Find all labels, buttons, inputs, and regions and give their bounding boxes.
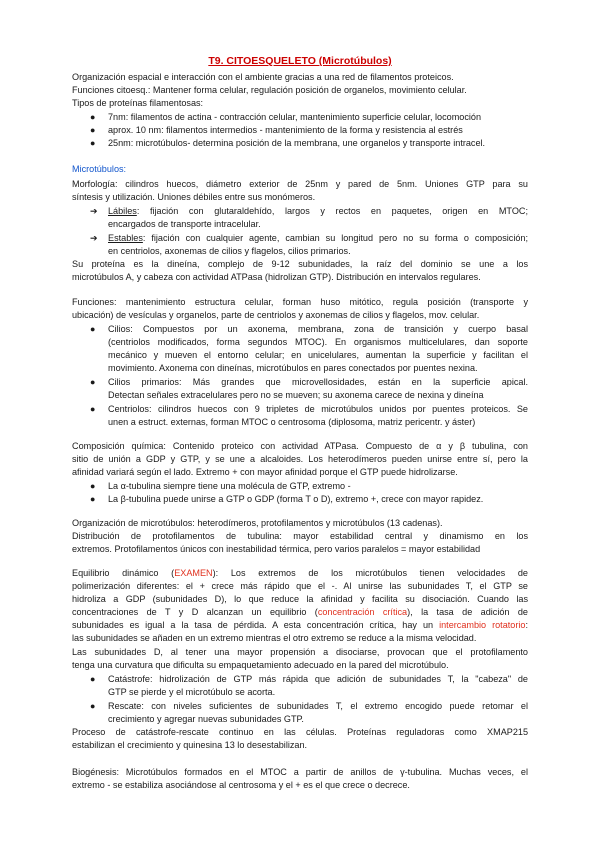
cilios-line-4: movimiento. Axonema con dineínas, microtúbulos en pares conectados por puentes nexina. <box>108 363 478 373</box>
funciones-line-2: ubicación) de vesículas y organelos, parte de centriolos y axonemas de cilios y flagelos, mov. celular. <box>72 310 480 320</box>
intro-bullet-3: 25nm: microtúbulos- determina posición de la membrana, une organelos y transporte intracel. <box>108 138 486 148</box>
equilibrio-text: subunidades es igual a la tasa de pérdida. A esta concentración crítica, hay un <box>72 620 440 630</box>
bullet-icon: ● <box>90 125 96 135</box>
bullet-icon: ● <box>90 494 96 504</box>
labiles-term: Lábiles <box>108 206 137 216</box>
bullet-icon: ● <box>90 138 96 148</box>
cilios-line-2: (centriolos modificados, forma segundos MTOC). En organismos multicelulares, dan soporte <box>108 337 528 347</box>
organizacion-line-3: extremos. Protofilamentos únicos con inestabilidad térmica, pero varios paralelos = mayor estabilidad <box>72 544 481 554</box>
cilios-primarios-line-1: Cilios primarios: Más grandes que microvellosidades, están en la superficie apical. <box>108 377 528 387</box>
quimica-line-1: Composición química: Contenido proteico con actividad ATPasa. Compuesto de α y β tubulina, con <box>72 441 528 451</box>
equilibrio-text: ), la tasa de adición de <box>407 607 528 617</box>
micro-line-2: síntesis y utilización. Uniones débiles entre sus monómeros. <box>72 192 316 202</box>
proceso-line-2: estabilizan el crecimiento y quinesina 13 lo desestabilizan. <box>72 740 308 750</box>
bullet-icon: ● <box>90 377 96 387</box>
proceso-line-1: Proceso de catástrofe-rescate continuo en las células. Proteínas reguladoras como XMAP215 <box>72 727 528 737</box>
quimica-line-3: afinidad variará según el lado. Extremo + con mayor afinidad porque el GTP puede hidrolizarse. <box>72 467 458 477</box>
quimica-line-2: sitio de unión a GDP y GTP, y se une a alcaloides. Los heterodímeros pueden unirse entre sí, pero la <box>72 454 528 464</box>
organizacion-line-2: Distribución de protofilamentos de tubulina: mayor estabilidad central y dinamismo en los <box>72 531 528 541</box>
intercambio-rotatorio-term: intercambio rotatorio <box>439 620 526 630</box>
section-heading-microtubulos: Microtúbulos: <box>72 164 127 174</box>
concentracion-critica-term: concentración crítica <box>317 607 408 617</box>
alfa-tubulina-line: La α-tubulina siempre tiene una molécula de GTP, extremo - <box>108 481 351 491</box>
beta-tubulina-line: La β-tubulina puede unirse a GTP o GDP (forma T o D), extremo +, crece con mayor rapidez. <box>108 494 484 504</box>
biogenesis-line-1: Biogénesis: Microtúbulos formados en el MTOC a partir de anillos de γ-tubulina. Muchas veces, el <box>72 767 528 777</box>
equilibrio-line-5 <box>72 619 528 631</box>
catastrofe-line-1: Catástrofe: hidrolización de GTP más rápida que adición de subunidades T, la "cabeza" de <box>108 674 528 684</box>
equilibrio-line-4 <box>72 606 528 618</box>
bullet-icon: ● <box>90 481 96 491</box>
bullet-icon: ● <box>90 674 96 684</box>
equilibrio-line-8: tenga una curvatura que dificulta su empaquetamiento adecuado en la pared del microtúbulo. <box>72 660 449 670</box>
cilios-line-3: mecánico y mueven el entorno celular; en unicelulares, aumentan la superficie y facilitan el <box>108 350 528 360</box>
estables-text: : fijación con cualquier agente, cambian su longitud pero no su forma o composición; <box>142 233 528 243</box>
intro-bullet-2: aprox. 10 nm: filamentos intermedios - mantenimiento de la forma y resistencia al estrés <box>108 125 463 135</box>
estables-line-1 <box>108 232 528 244</box>
equilibrio-line-1 <box>72 567 528 579</box>
catastrofe-line-2: GTP se pierde y el microtúbulo se acorta. <box>108 687 276 697</box>
equilibrio-text: ): Los extremos de los microtúbulos tienen velocidades de <box>212 568 528 578</box>
rescate-line-1: Rescate: con niveles suficientes de subunidades T, el extremo encogido puede retomar el <box>108 701 528 711</box>
centriolos-line-2: unen a estruct. externas, forman MTOC o centrosoma (diplosoma, matriz pericentr. y áster) <box>108 417 476 427</box>
labiles-line-1 <box>108 205 528 217</box>
micro-line-1: Morfología: cilindros huecos, diámetro exterior de 25nm y pared de 5nm. Uniones GTP para su <box>72 179 528 189</box>
bullet-icon: ● <box>90 701 96 711</box>
arrow-icon: ➔ <box>90 206 98 216</box>
dineina-line-1: Su proteína es la dineína, complejo de 9-12 subunidades, la raíz del dominio se une a los <box>72 259 528 269</box>
intro-line-3: Tipos de proteínas filamentosas: <box>72 98 204 108</box>
cilios-primarios-line-2: Detectan señales extracelulares pero no se mueven; su axonema carece de nexina y dineína <box>108 390 484 400</box>
equilibrio-line-7: Las subunidades D, al tener una mayor propensión a disociarse, provocan que el protofilamento <box>72 647 528 657</box>
equilibrio-line-3: hidroliza a GDP (subunidades D), lo que reduce la afinidad y facilita su disociación. Cuando las <box>72 594 528 604</box>
biogenesis-line-2: extremo - se estabiliza asociándose al centrosoma y el + es el que crece o decrece. <box>72 780 410 790</box>
funciones-line-1: Funciones: mantenimiento estructura celular, forman huso mitótico, regula posición (transporte y <box>72 297 528 307</box>
equilibrio-line-2: polimerización diferentes: el + crece más rápido que el -. Al unirse las subunidades T, el GTP se <box>72 581 528 591</box>
equilibrio-text: concentraciones de T y D alcanzan un equilibrio ( <box>72 607 318 617</box>
estables-line-2: en centriolos, axonemas de cilios y flagelos, cilios primarios. <box>108 246 351 256</box>
intro-line-2: Funciones citoesq.: Mantener forma celular, regulación posición de organelos, movimiento celular. <box>72 85 467 95</box>
estables-term: Estables <box>108 233 143 243</box>
arrow-icon: ➔ <box>90 233 98 243</box>
centriolos-line-1: Centriolos: cilindros huecos con 9 tripletes de microtúbulos unidos por puentes proteicos. Se <box>108 404 528 414</box>
rescate-line-2: crecimiento y agregar nuevas subunidades GTP. <box>108 714 304 724</box>
intro-line-1: Organización espacial e interacción con el ambiente gracias a una red de filamentos proteicos. <box>72 72 454 82</box>
cilios-line-1: Cilios: Compuestos por un axonema, membrana, zona de transición y cuerpo basal <box>108 324 528 334</box>
labiles-text: : fijación con glutaraldehído, largos y rectos en paquetes, origen en MTOC; <box>136 206 528 216</box>
equilibrio-line-6: las subunidades se añaden en un extremo mientras el otro extremo se reduce a la misma velocidad. <box>72 633 477 643</box>
dineina-line-2: microtúbulos A, y cabeza con actividad ATPasa (hidrolizan GTP). Distribución en intervalos regulares. <box>72 272 481 282</box>
bullet-icon: ● <box>90 324 96 334</box>
intro-bullet-1: 7nm: filamentos de actina - contracción celular, mantenimiento superficie celular, locomoción <box>108 112 482 122</box>
equilibrio-text: : <box>525 620 528 630</box>
examen-tag: EXAMEN <box>174 568 213 578</box>
bullet-icon: ● <box>90 112 96 122</box>
equilibrio-label: Equilibrio dinámico ( <box>72 568 175 578</box>
labiles-line-2: encargados de transporte intracelular. <box>108 219 261 229</box>
organizacion-line-1: Organización de microtúbulos: heterodímeros, protofilamentos y microtúbulos (13 cadenas). <box>72 518 443 528</box>
bullet-icon: ● <box>90 404 96 414</box>
page-title: T9. CITOESQUELETO (Microtúbulos) <box>208 55 392 67</box>
